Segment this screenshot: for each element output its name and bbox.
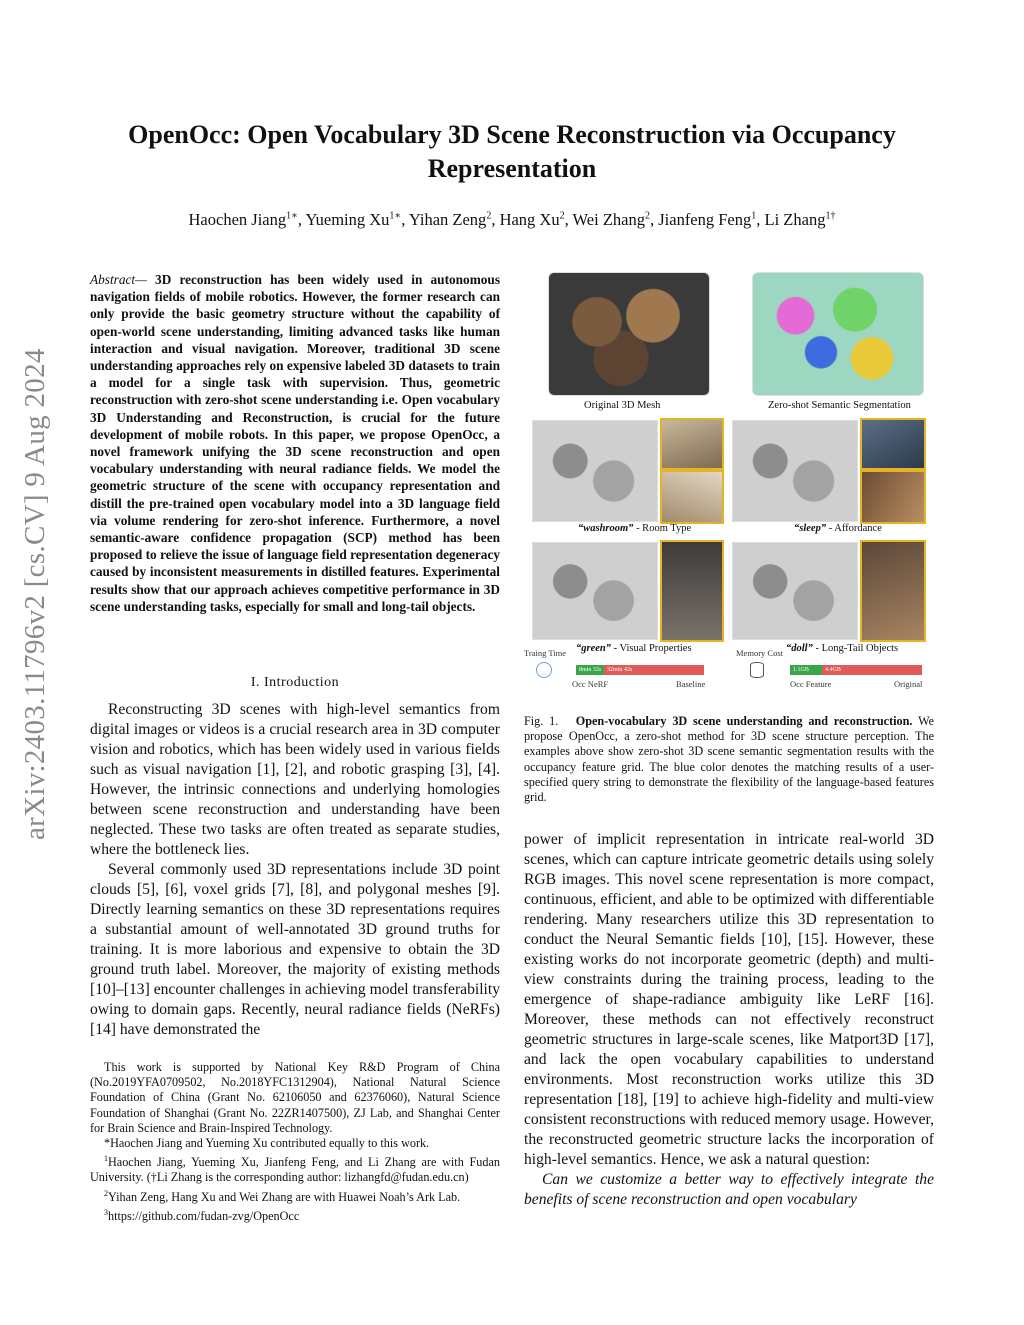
label-sleep: “sleep” - Affordance	[794, 523, 882, 534]
label-original: Original	[894, 679, 923, 689]
green-map	[532, 542, 658, 640]
figure-caption: Fig. 1. Open-vocabulary 3D scene understanding and reconstruction. We propose OpenOcc, a zero-shot method for 3D scene structure perception. The examples above show zero-shot 3D scene semantic segmentation results with the occupancy feature grid. The blue color denotes the matching results of a user-specified query string to demonstrate the flexibility of the language-based features grid.	[524, 714, 934, 805]
washroom-map	[532, 420, 658, 522]
intro-paragraph-1: Reconstructing 3D scenes with high-level semantics from digital images or videos is a crucial research area in 3D computer vision and robotics, which has been widely used in various fields such as visual navigation [1], [2], and robotic grasping [3], [4]. However, the intrinsic connections and underlying homologies between scene reconstruction and understanding have been neglected. These two tasks are often treated as separate studies, where the bottleneck lies.	[90, 701, 500, 858]
author: Haochen Jiang$^{1∗}$	[188, 210, 298, 229]
right-paragraph-1: power of implicit representation in intricate real-world 3D scenes, which can capture intricate geometric details using solely RGB images. This novel scene representation is more compact, continuous, efficient, and able to be optimized with differentiable rendering. Many researchers utilize this 3D representation to conduct the Neural Semantic fields [10], [15]. However, these existing works do not incorporate geometric (depth) and multi-view constraints during the training process, leading to the emergence of shape-radiance ambiguity like LeRF [16]. Moreover, these methods can not effectively reconstruct geometric structures in large-scale scenes, like Matport3D [17], and lack the open vocabulary capabilities to understand environments. Most reconstruction works utilize this 3D representation [18], [19] to achieve high-fidelity and multi-view consistent reconstructions with reduced memory usage. However, the reconstructed geometric structure lacks the incorporation of high-level semantics. Hence, we ask a natural question:	[524, 831, 934, 1168]
memory-bar-occ: 1.1GB	[790, 665, 822, 675]
original-mesh-image	[548, 272, 710, 396]
abstract-lead: Abstract—	[90, 272, 147, 287]
author: Yueming $Xu^{1∗}$	[305, 210, 402, 229]
clock-icon	[536, 662, 552, 678]
label-baseline: Baseline	[676, 679, 706, 689]
caption-bold: Open-vocabulary 3D scene understanding and reconstruction.	[575, 714, 913, 728]
caption-text: We propose OpenOcc, a zero-shot method for 3D scene structure perception. The examples above show zero-shot 3D scene semantic segmentation results with the occupancy feature grid. The blue color denotes the matching results of a user-specified query string to demonstrate the flexibility of the language-based features grid.	[524, 714, 934, 805]
author: Hang Xu$^2$	[499, 210, 565, 229]
paper-title: OpenOcc: Open Vocabulary 3D Scene Reconstruction via Occupancy Representation	[128, 120, 896, 183]
training-bar-occ: 8min 32s	[576, 665, 604, 675]
abstract-text: 3D reconstruction has been widely used in autonomous navigation fields of mobile robotics. However, the former research can only provide the basic geometry structure without the capability of open-world scene understanding, limiting advanced tasks like human interaction and visual navigation. Moreover, traditional 3D scene understanding approaches rely on expensive labeled 3D datasets to train a model for a single task with supervision. Thus, geometric reconstruction with zero-shot scene understanding i.e. Open vocabulary 3D Understanding and Reconstruction, is crucial for the future development of mobile robots. In this paper, we propose OpenOcc, a novel framework unifying the 3D scene reconstruction and open vocabulary understanding with neural radiance fields. We model the geometric structure of the scene with occupancy representation and distill the pre-trained open vocabulary model into a 3D language field via volume rendering for zero-shot inference. Furthermore, a novel semantic-aware confidence propagation (SCP) method has been proposed to relieve the issue of language field representation degeneracy caused by inconsistent measurements in distilled features. Experimental results show that our approach achieves competitive performance in 3D scene understanding tasks, especially for small and long-tail objects.	[90, 272, 500, 614]
label-occ-nerf: Occ NeRF	[572, 679, 609, 689]
semantic-segmentation-image	[752, 272, 924, 396]
label-occ-feature: Occ Feature	[790, 679, 832, 689]
sleep-photo-1	[860, 418, 926, 470]
section-heading: I. Introduction	[250, 675, 340, 690]
arxiv-identifier: arXiv:2403.11796v2 [cs.CV] 9 Aug 2024	[19, 348, 51, 840]
figure-1	[524, 272, 934, 694]
sleep-photo-2	[860, 470, 926, 524]
introduction	[90, 700, 500, 1040]
washroom-photo-2	[660, 470, 724, 524]
footnote-url[interactable]: $^3$https://github.com/fudan-zvg/OpenOcc	[104, 1207, 300, 1224]
green-photo	[660, 540, 724, 642]
footnotes	[90, 1060, 500, 1224]
author: Li Zhang$^{1\dagger}$	[764, 210, 836, 229]
doll-photo	[860, 540, 926, 642]
database-icon	[750, 662, 764, 678]
footnote-aff1: $^1$Haochen Jiang, Yueming Xu, Jianfeng Feng, and Li Zhang are with Fudan University. (†Li Zhang is the corresponding author: lizhangfd@fudan.edu.cn)	[90, 1154, 500, 1185]
author-list: Haochen Jiang$^{1∗}$, Yueming $Xu^{1∗}$, Yihan Zeng$^2$, Hang Xu$^2$, Wei Zhang$^2$, Jianfeng Feng$^1$, Li Zhang$^{1\dagger}$	[188, 210, 836, 229]
label-doll: “doll” - Long-Tail Objects	[786, 643, 899, 654]
right-paragraph-2: Can we customize a better way to effectively integrate the benefits of scene reconstruction and open vocabulary	[524, 1171, 934, 1208]
sleep-map	[732, 420, 858, 522]
memory-bar-original: 4.4GB	[822, 665, 922, 675]
washroom-photo-1	[660, 418, 724, 470]
footnote-aff2: $^2$Yihan Zeng, Hang Xu and Wei Zhang are with Huawei Noah’s Ark Lab.	[104, 1188, 461, 1204]
author: Wei Zhang$^2$	[572, 210, 650, 229]
label-original-mesh: Original 3D Mesh	[584, 400, 661, 411]
author: Jianfeng Feng$^1$	[658, 210, 757, 229]
intro-paragraph-2: Several commonly used 3D representations include 3D point clouds [5], [6], voxel grids [7], [8], and polygonal meshes [9]. Directly learning semantics on these 3D representations requires a substantial amount of well-annotated 3D ground truths for training. It is more laborious and expensive to obtain the 3D ground truth label. Moreover, the majority of existing methods [10]–[13] encounter challenges in achieving model transferability owing to domain gaps. Recently, neural radiance fields (NeRFs) [14] have demonstrated the	[90, 861, 500, 1038]
label-zero-shot-seg: Zero-shot Semantic Segmentation	[768, 400, 911, 411]
footnote-equal: *Haochen Jiang and Yueming Xu contributed equally to this work.	[104, 1136, 430, 1151]
abstract	[90, 271, 500, 615]
training-bar-baseline: 32min 42s	[604, 665, 704, 675]
doll-map	[732, 542, 858, 640]
memory-cost-label: Memory Cost	[736, 648, 783, 658]
label-green: “green” - Visual Properties	[576, 643, 692, 654]
right-column-text	[524, 830, 934, 1210]
author: Yihan Zeng$^2$	[408, 210, 492, 229]
footnote-support: This work is supported by National Key R&D Program of China (No.2019YFA0709502, No.2018YFC1312904), National Natural Science Foundation of China (Grant No. 62106050 and 62376060), Natural Science Foundation of Shanghai (Grant No. 22ZR1407500), ZJ Lab, and Shanghai Center for Brain Science and Brain-Inspired Technology.	[90, 1060, 500, 1135]
label-washroom: “washroom” - Room Type	[578, 523, 692, 534]
training-time-label: Traing Time	[524, 648, 566, 658]
